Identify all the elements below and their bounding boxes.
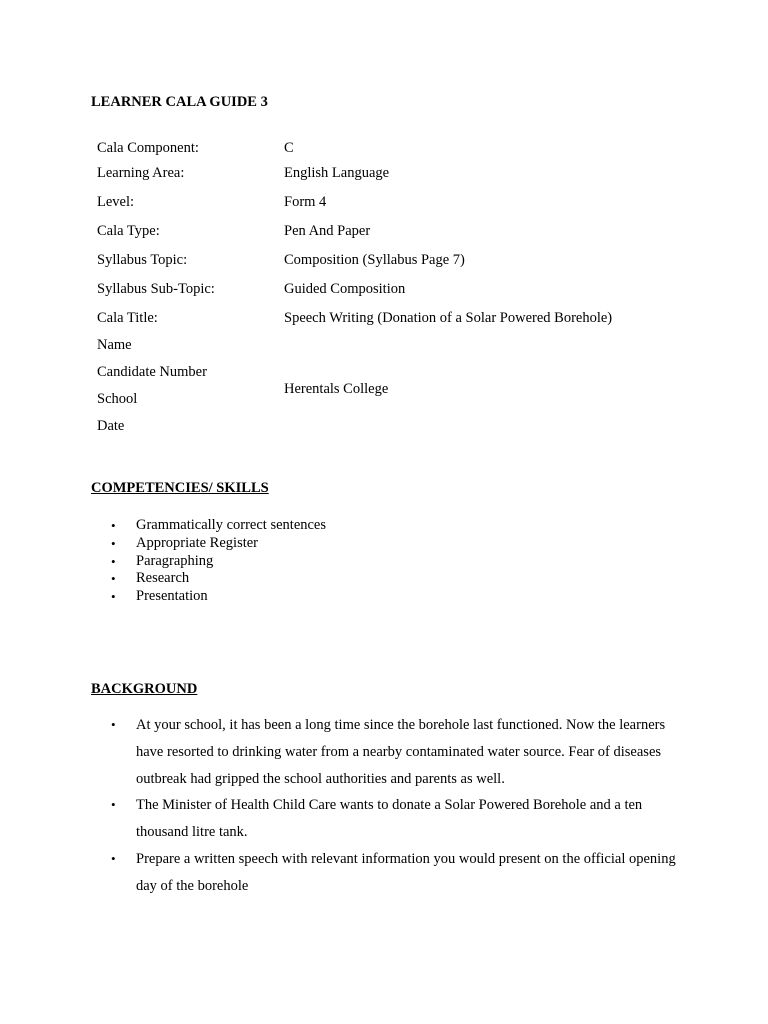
list-item [91, 535, 681, 553]
info-row-school [97, 381, 717, 408]
competencies-heading: COMPETENCIES/ SKILLS [91, 480, 269, 496]
background-list [91, 712, 681, 900]
list-item-text: Appropriate Register [136, 534, 259, 551]
info-label: Cala Type: [97, 223, 160, 239]
bullet-icon: • [111, 571, 116, 587]
list-item-text: The Minister of Health Child Care wants to donate a Solar Powered Borehole and a ten thousand litre tank. [136, 797, 643, 841]
document-title: LEARNER CALA GUIDE 3 [91, 94, 268, 110]
info-value: Herentals College [284, 381, 389, 397]
info-row-date [97, 417, 717, 435]
background-heading: BACKGROUND [91, 681, 198, 697]
list-item [91, 846, 681, 900]
list-item [91, 517, 681, 535]
competencies-list [91, 517, 681, 606]
info-label: Date [97, 418, 125, 434]
info-value: Form 4 [284, 194, 327, 210]
bullet-icon: • [111, 717, 116, 732]
info-row-cala-title [97, 309, 717, 327]
list-item [91, 570, 681, 588]
info-row-cala-component [97, 139, 717, 157]
info-label: Cala Title: [97, 310, 158, 326]
info-label: Level: [97, 194, 135, 210]
info-label: Learning Area: [97, 165, 185, 181]
list-item-text: Presentation [136, 588, 208, 605]
info-label: Syllabus Topic: [97, 252, 188, 268]
info-row-level [97, 193, 717, 211]
info-label: Syllabus Sub-Topic: [97, 281, 215, 297]
info-label: Cala Component: [97, 140, 199, 156]
info-label: School [97, 391, 138, 407]
list-item [91, 712, 681, 792]
info-row-syllabus-sub-topic [97, 280, 717, 298]
list-item-text: Paragraphing [136, 552, 214, 569]
info-value: English Language [284, 165, 390, 181]
list-item [91, 553, 681, 571]
list-item [91, 792, 681, 846]
info-row-learning-area [97, 164, 717, 182]
list-item-text: Research [136, 570, 190, 587]
info-row-cala-type [97, 222, 717, 240]
bullet-icon: • [111, 850, 116, 866]
bullet-icon: • [111, 797, 116, 813]
info-row-syllabus-topic [97, 251, 717, 269]
info-value: Pen And Paper [284, 223, 371, 239]
list-item-text: Grammatically correct sentences [136, 517, 327, 533]
list-item-text: Prepare a written speech with relevant information you would present on the official opening day of the borehole [136, 850, 676, 894]
info-label: Candidate Number [97, 364, 207, 380]
info-value: C [284, 140, 294, 156]
info-row-candidate-number [97, 363, 717, 381]
info-label: Name [97, 337, 132, 353]
bullet-icon: • [111, 535, 116, 551]
info-value: Speech Writing (Donation of a Solar Powered Borehole) [284, 310, 613, 326]
info-value: Guided Composition [284, 281, 406, 297]
list-item [91, 588, 681, 606]
info-value: Composition (Syllabus Page 7) [284, 252, 465, 268]
bullet-icon: • [111, 589, 116, 605]
bullet-icon: • [111, 518, 116, 533]
info-row-name [97, 336, 717, 354]
bullet-icon: • [111, 553, 116, 569]
list-item-text: At your school, it has been a long time since the borehole last functioned. Now the learners have resorted to drinking water from a nearby contaminated water source. Fear of diseases outbreak had gripped the school authorities and parents as well. [136, 717, 666, 787]
